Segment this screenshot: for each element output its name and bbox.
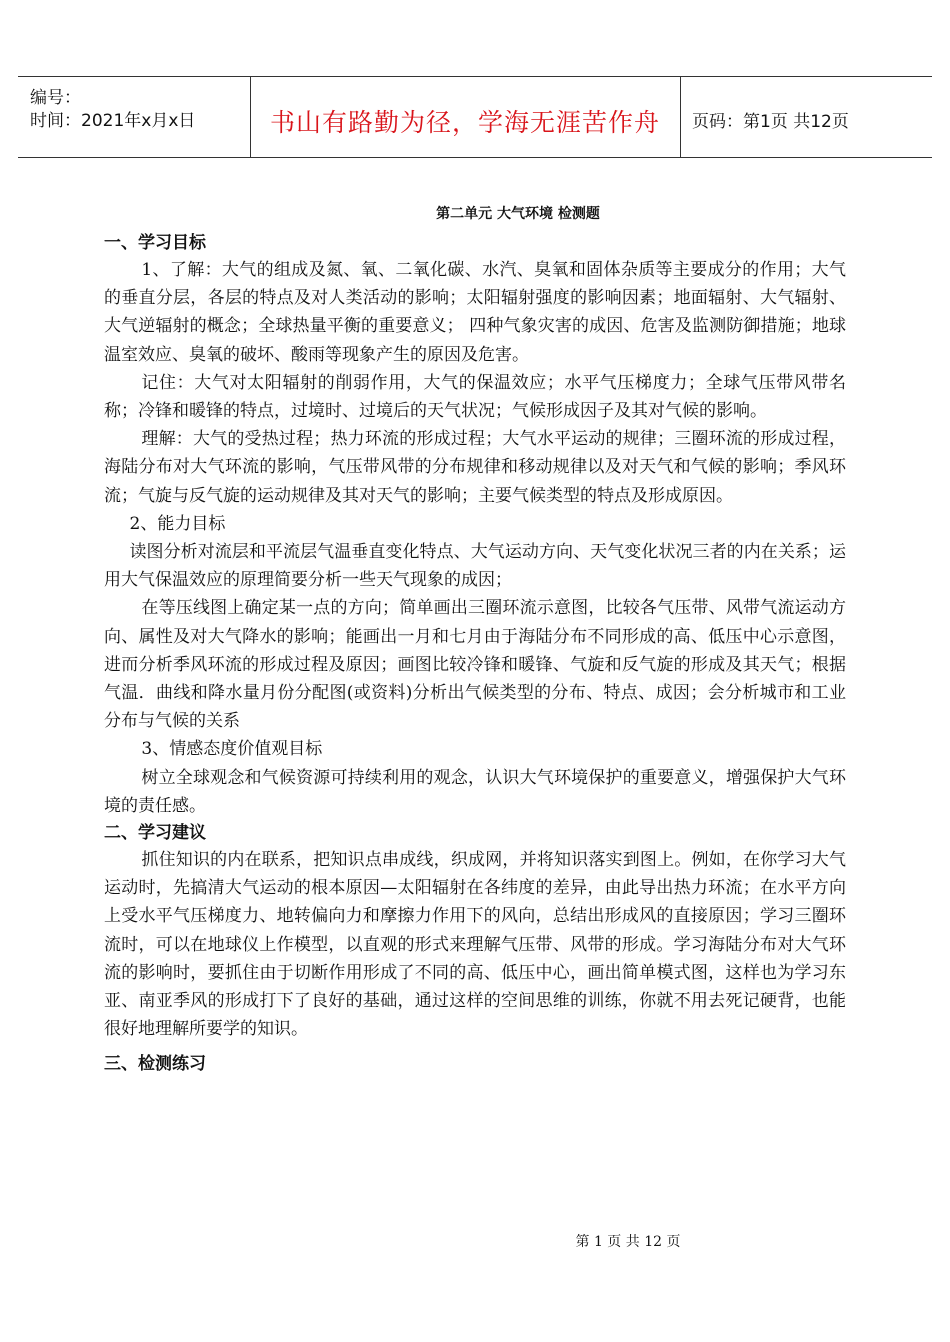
paragraph: 抓住知识的内在联系，把知识点串成线，织成网，并将知识落实到图上。例如，在你学习大气运动时，先搞清大气运动的根本原因—太阳辐射在各纬度的差异，由此导出热力环流；在水平方向上受水平气压梯度力、地转偏向力和摩擦力作用下的风向，总结出形成风的直接原因；学习三圈环流时，可以在地球仪上作模型，以直观的形式来理解气压带、风带的形成。学习海陆分布对大气环流的影响时，要抓住由于切断作用形成了不同的高、低压中心，画出简单模式图，这样也为学习东亚、南亚季风的形成打下了良好的基础，通过这样的空间思维的训练，你就不用去死记硬背，也能很好地理解所要学的知识。 bbox=[104, 850, 846, 1040]
time-label: 时间：2021年x月x日 bbox=[30, 111, 196, 131]
paragraph: 3、情感态度价值观目标 bbox=[141, 739, 323, 760]
header-right-cell bbox=[680, 77, 932, 157]
slogan: 书山有路勤为径，学海无涯苦作舟 bbox=[269, 108, 660, 137]
paragraph: 在等压线图上确定某一点的方向；简单画出三圈环流示意图，比较各气压带、风带气流运动方向、属性及对大气降水的影响；能画出一月和七月由于海陆分布不同形成的高、低压中心示意图，进而分析季风环流的形成过程及原因；画图比较冷锋和暖锋、气旋和反气旋的形成及其天气；根据气温．曲线和降水量月份分配图(或资料)分析出气候类型的分布、特点、成因；会分析城市和工业分布与气候的关系 bbox=[104, 598, 846, 732]
paragraph: 理解：大气的受热过程；热力环流的形成过程；大气水平运动的规律；三圈环流的形成过程，海陆分布对大气环流的影响，气压带风带的分布规律和移动规律以及对天气和气候的影响；季风环流；气旋与反气旋的运动规律及其对天气的影响；主要气候类型的特点及形成原因。 bbox=[104, 429, 846, 506]
header-left-cell bbox=[18, 77, 251, 157]
section-1-heading: 一、学习目标 bbox=[104, 233, 206, 253]
paragraph: 2、能力目标 bbox=[129, 513, 226, 534]
number-label: 编号： bbox=[30, 88, 81, 108]
section-3-heading: 三、检测练习 bbox=[104, 1054, 206, 1075]
page-code: 页码：第1页 共12页 bbox=[692, 112, 849, 132]
section-2-heading: 二、学习建议 bbox=[104, 823, 206, 844]
paragraph: 树立全球观念和气候资源可持续利用的观念，认识大气环境保护的重要意义，增强保护大气环境的责任感。 bbox=[104, 767, 846, 816]
paragraph: 读图分析对流层和平流层气温垂直变化特点、大气运动方向、天气变化状况三者的内在关系；运用大气保温效应的原理简要分析一些天气现象的成因； bbox=[104, 542, 846, 591]
paragraph: 1、了解：大气的组成及氮、氧、二氧化碳、水汽、臭氧和固体杂质等主要成分的作用；大气的垂直分层，各层的特点及对人类活动的影响；太阳辐射强度的影响因素；地面辐射、大气辐射、大气逆辐射的概念；全球热量平衡的重要意义； 四种气象灾害的成因、危害及监测防御措施；地球温室效应、臭氧的破坏、酸雨等现象产生的原因及危害。 bbox=[104, 260, 846, 365]
paragraph: 记住：大气对太阳辐射的削弱作用，大气的保温效应；水平气压梯度力；全球气压带风带名称；冷锋和暖锋的特点，过境时、过境后的天气状况；气候形成因子及其对气候的影响。 bbox=[104, 372, 846, 422]
header-middle-cell bbox=[250, 77, 681, 157]
document-body bbox=[104, 230, 846, 1077]
page-footer: 第 1 页 共 12 页 bbox=[575, 1234, 681, 1250]
document-title: 第二单元 大气环境 检测题 bbox=[436, 206, 600, 222]
header-table bbox=[18, 76, 932, 158]
